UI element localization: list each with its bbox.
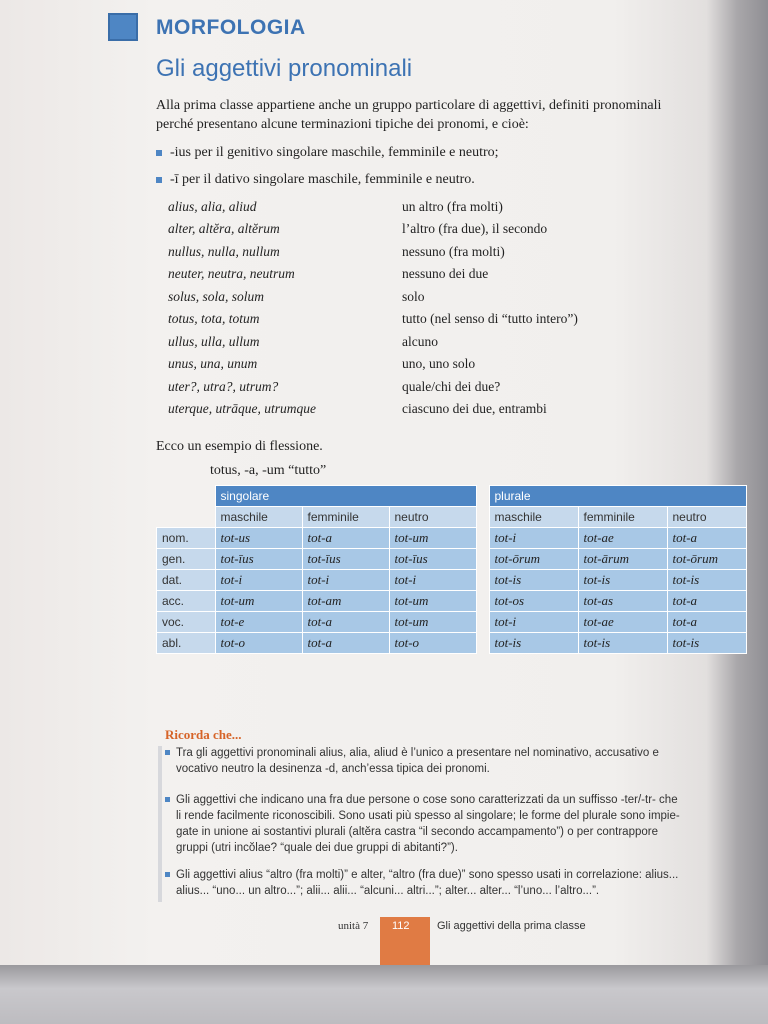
table-cell: tot-ae [578, 528, 667, 549]
ricorda-line: vocativo neutro la desinenza -d, anch’essa tipica dei pronomi. [176, 763, 490, 775]
vocab-latin: alius, alia, aliud [168, 199, 257, 214]
table-cell: tot-ārum [578, 549, 667, 570]
bullet-icon [165, 797, 170, 802]
page-footer [0, 917, 768, 965]
unit-label: unità 7 [338, 920, 369, 932]
ricorda-line [165, 745, 745, 761]
intro-line-2: perché presentano alcune terminazioni tipiche dei pronomi, e cioè: [156, 117, 529, 132]
ricorda-line-text: Gli aggettivi che indicano una fra due persone o cose sono caratterizzati da un suffisso -ter/-tr- che [176, 794, 678, 806]
table-cell: tot-is [667, 570, 746, 591]
bullet-genitive [156, 143, 499, 162]
ricorda-item [165, 867, 745, 899]
case-label: gen. [157, 549, 216, 570]
group-plural: plurale [489, 486, 746, 507]
intro-line-1: Alla prima classe appartiene anche un gruppo particolare di aggettivi, definiti pronominali [156, 98, 662, 113]
table-cell: tot-i [389, 570, 476, 591]
table-cell: tot-um [389, 591, 476, 612]
ricorda-line [165, 867, 745, 883]
section-marker [108, 13, 138, 41]
table-cell: tot-is [489, 633, 578, 654]
vocab-latin: alter, altĕra, altĕrum [168, 221, 280, 236]
ricorda-line: gate in unione ai sostantivi plurali (altĕra castra “il secondo accampamento”) o per contrappore [176, 826, 658, 838]
ricorda-line: gruppi (utri incŏlae? “quale dei due gruppi di abitanti?”). [176, 842, 458, 854]
table-cell: tot-e [215, 612, 302, 633]
vocab-meaning: un altro (fra molti) [402, 199, 503, 214]
ricorda-line: alius... “uno... un altro...”; alii... alii... “alcuni... altri...”; alter... alter... “l’uno... l’altro...”. [176, 885, 600, 897]
table-cell: tot-as [578, 591, 667, 612]
bullet-text: -ius per il genitivo singolare maschile, femminile e neutro; [170, 145, 499, 160]
ricorda-item [165, 792, 745, 856]
case-label: voc. [157, 612, 216, 633]
table-cell: tot-a [302, 528, 389, 549]
vocab-latin: ullus, ulla, ullum [168, 334, 260, 349]
table-row [157, 549, 747, 570]
table-row [157, 591, 747, 612]
chapter-title: Gli aggettivi della prima classe [437, 920, 586, 932]
table-cell: tot-o [389, 633, 476, 654]
column-header: maschile [489, 507, 578, 528]
page-title: Gli aggettivi pronominali [156, 55, 413, 82]
table-cell: tot-i [489, 528, 578, 549]
ricorda-line [165, 792, 745, 808]
case-label: nom. [157, 528, 216, 549]
table-cell: tot-a [667, 612, 746, 633]
table-cell: tot-um [389, 612, 476, 633]
paradigm-title: totus, -a, -um “tutto” [210, 463, 327, 478]
scan-background [0, 965, 768, 1024]
table-cell: tot-īus [389, 549, 476, 570]
table-cell: tot-īus [302, 549, 389, 570]
ricorda-line-text: Gli aggettivi alius “altro (fra molti)” e alter, “altro (fra due)” sono spesso usati in correlazione: alius... [176, 869, 679, 881]
ricorda-line: li rende facilmente riconoscibili. Sono usati più spesso al singolare; le forme del plurale sono impie- [176, 810, 680, 822]
section-label: MORFOLOGIA [156, 16, 306, 39]
table-cell: tot-a [667, 528, 746, 549]
column-header: femminile [578, 507, 667, 528]
vocab-latin: neuter, neutra, neutrum [168, 266, 295, 281]
column-header: femminile [302, 507, 389, 528]
example-intro: Ecco un esempio di flessione. [156, 439, 323, 454]
table-cell: tot-um [215, 591, 302, 612]
table-cell: tot-a [302, 633, 389, 654]
page-number: 112 [392, 920, 410, 932]
table-cell: tot-is [489, 570, 578, 591]
vocab-meaning: quale/chi dei due? [402, 379, 501, 394]
ricorda-line-text: Tra gli aggettivi pronominali alius, alia, aliud è l’unico a presentare nel nominativo, accusativo e [176, 747, 659, 759]
vocab-latin: totus, tota, totum [168, 311, 260, 326]
table-cell: tot-am [302, 591, 389, 612]
vocab-meaning: tutto (nel senso di “tutto intero”) [402, 311, 578, 326]
table-cell: tot-us [215, 528, 302, 549]
table-cell: tot-ōrum [489, 549, 578, 570]
case-label: acc. [157, 591, 216, 612]
ricorda-item [165, 745, 745, 777]
table-cell: tot-ōrum [667, 549, 746, 570]
ricorda-heading: Ricorda che... [165, 727, 242, 742]
vocab-latin: nullus, nulla, nullum [168, 244, 280, 259]
table-cell: tot-o [215, 633, 302, 654]
bullet-icon [156, 177, 162, 183]
vocab-meaning: uno, uno solo [402, 356, 476, 371]
vocab-latin: uterque, utrāque, utrumque [168, 401, 316, 416]
table-cell: tot-um [389, 528, 476, 549]
group-singular: singolare [215, 486, 476, 507]
table-cell: tot-a [667, 591, 746, 612]
table-row [157, 528, 747, 549]
column-header: neutro [389, 507, 476, 528]
vocab-meaning: alcuno [402, 334, 438, 349]
table-row [157, 570, 747, 591]
vocab-meaning: l’altro (fra due), il secondo [402, 221, 548, 236]
bullet-icon [165, 872, 170, 877]
table-row [157, 612, 747, 633]
bullet-icon [165, 750, 170, 755]
table-cell: tot-is [667, 633, 746, 654]
table-cell: tot-i [302, 570, 389, 591]
table-cell: tot-ae [578, 612, 667, 633]
table-cell: tot-a [302, 612, 389, 633]
table-cell: tot-is [578, 570, 667, 591]
vocab-latin: solus, sola, solum [168, 289, 265, 304]
vocab-latin: unus, una, unum [168, 356, 258, 371]
vocab-meaning: solo [402, 289, 425, 304]
bullet-icon [156, 150, 162, 156]
vocab-meaning: nessuno (fra molti) [402, 244, 505, 259]
bullet-dative [156, 170, 475, 189]
table-cell: tot-os [489, 591, 578, 612]
vocab-latin: uter?, utra?, utrum? [168, 379, 279, 394]
vocab-meaning: nessuno dei due [402, 266, 489, 281]
table-cell: tot-i [215, 570, 302, 591]
table-cell: tot-is [578, 633, 667, 654]
column-header: neutro [667, 507, 746, 528]
table-cell: tot-i [489, 612, 578, 633]
column-header: maschile [215, 507, 302, 528]
ricorda-sidebar [158, 746, 162, 902]
case-label: abl. [157, 633, 216, 654]
bullet-text: -ī per il dativo singolare maschile, femminile e neutro. [170, 172, 475, 187]
table-row [157, 633, 747, 654]
declension-table [156, 485, 747, 654]
table-cell: tot-īus [215, 549, 302, 570]
vocab-meaning: ciascuno dei due, entrambi [402, 401, 547, 416]
case-label: dat. [157, 570, 216, 591]
